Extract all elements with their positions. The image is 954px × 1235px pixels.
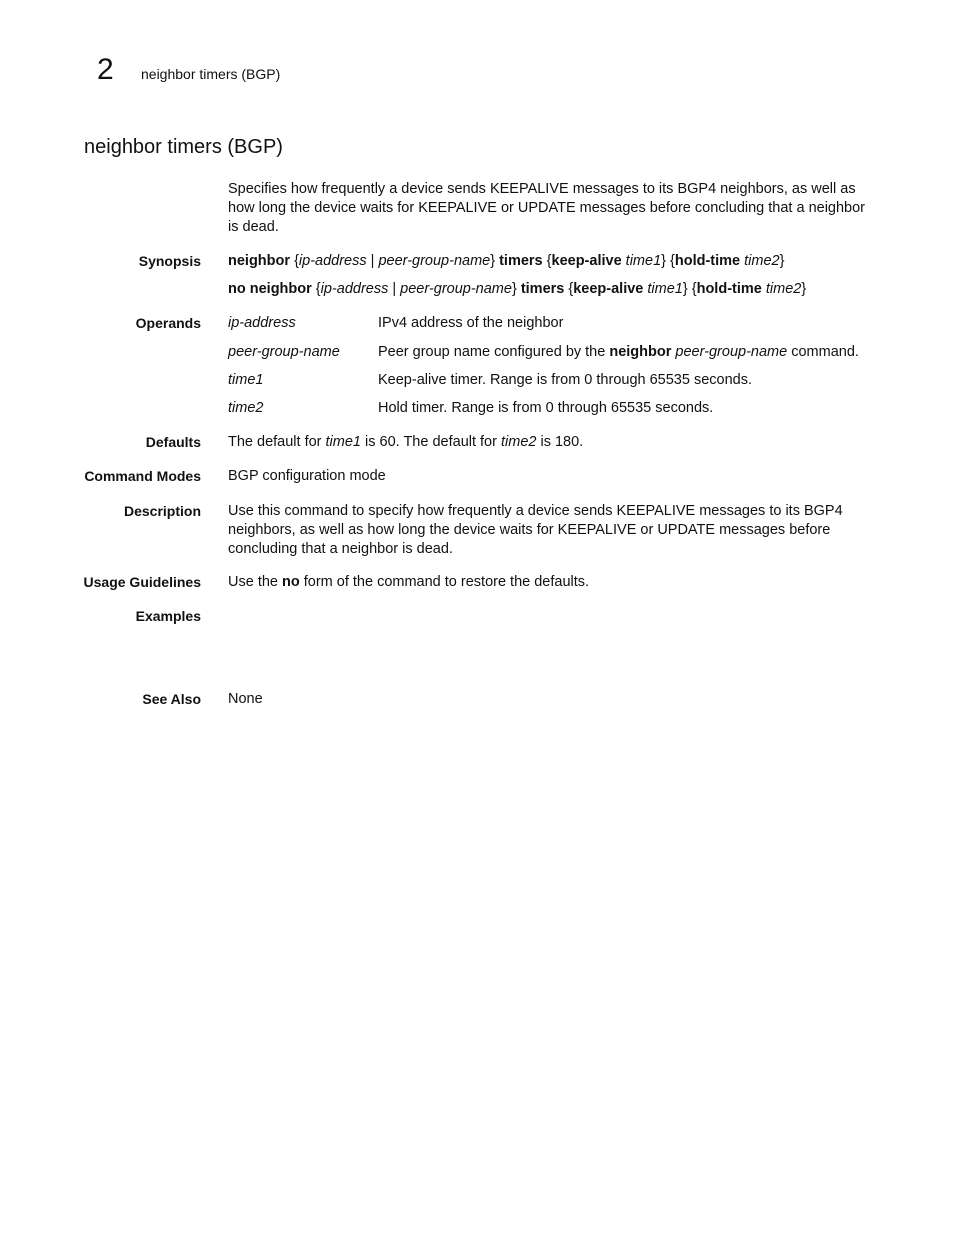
operand-desc: Keep-alive timer. Range is from 0 through 65535 seconds. <box>378 372 752 388</box>
pipe: | <box>388 281 401 297</box>
brace-open: { <box>546 253 552 269</box>
synopsis-line-1 <box>228 252 868 271</box>
operand-name: time2 <box>228 400 264 416</box>
kw-neighbor: neighbor <box>228 253 291 269</box>
usage-text-part: form of the command to restore the defaults. <box>299 574 590 590</box>
operand-desc-text: command. <box>787 344 859 360</box>
var-peer-group-name: peer-group-name <box>675 344 788 360</box>
usage-guidelines-text <box>228 573 868 592</box>
kw-no: no <box>282 574 300 590</box>
operand-desc: Hold timer. Range is from 0 through 65535 seconds. <box>378 400 714 416</box>
operand-desc-text: Peer group name configured by the <box>378 344 610 360</box>
brace-close: } <box>682 281 688 297</box>
command-modes-label: Command Modes <box>84 468 201 484</box>
brace-close: } <box>490 253 496 269</box>
operand-name: time1 <box>228 372 264 388</box>
pipe: | <box>366 253 379 269</box>
description-text: Use this command to specify how frequently a device sends KEEPALIVE messages to its BGP4 neighbors, as well as how long the device waits for KEEPALIVE or UPDATE messages before concluding that a neighbor is dead. <box>228 503 843 557</box>
usage-text-part: Use the <box>228 574 282 590</box>
brace-open: { <box>315 281 321 297</box>
var-time1: time1 <box>625 253 662 269</box>
defaults-text-part: The default for <box>228 434 326 450</box>
brace-open: { <box>294 253 299 269</box>
operands-label: Operands <box>135 315 201 331</box>
kw-timers: timers <box>520 281 565 297</box>
running-header: neighbor timers (BGP) <box>141 66 281 82</box>
brace-close: } <box>801 281 807 297</box>
chapter-number: 2 <box>97 53 114 86</box>
brace-open: { <box>568 281 574 297</box>
var-time2: time2 <box>765 281 802 297</box>
var-ip-address: ip-address <box>298 253 367 269</box>
var-peer-group-name: peer-group-name <box>400 281 512 297</box>
synopsis-content <box>228 252 868 299</box>
kw-keep-alive: keep-alive <box>573 281 644 297</box>
brace-close: } <box>511 281 517 297</box>
command-modes-text: BGP configuration mode <box>228 468 386 484</box>
defaults-text-part: is 60. The default for <box>361 434 501 450</box>
defaults-text-part: is 180. <box>536 434 584 450</box>
brace-open: { <box>691 281 697 297</box>
kw-keep-alive: keep-alive <box>551 253 622 269</box>
kw-no-neighbor: no neighbor <box>228 281 312 297</box>
examples-label: Examples <box>135 608 201 624</box>
var-time2: time2 <box>744 253 780 269</box>
operand-desc: IPv4 address of the neighbor <box>378 315 564 331</box>
var-time1: time1 <box>647 281 683 297</box>
var-ip-address: ip-address <box>320 281 389 297</box>
kw-timers: timers <box>499 253 543 269</box>
operand-desc <box>378 343 859 362</box>
see-also-text: None <box>228 691 263 707</box>
defaults-label: Defaults <box>145 434 201 450</box>
defaults-text <box>228 433 868 452</box>
operand-name: peer-group-name <box>228 344 340 360</box>
see-also-label: See Also <box>142 691 201 707</box>
synopsis-line-2 <box>228 280 868 299</box>
operand-name: ip-address <box>228 315 296 331</box>
brace-close: } <box>779 253 785 269</box>
kw-hold-time: hold-time <box>674 253 741 269</box>
var-time1: time1 <box>325 434 361 450</box>
brace-close: } <box>661 253 666 269</box>
usage-guidelines-label: Usage Guidelines <box>83 574 201 590</box>
var-peer-group-name: peer-group-name <box>378 253 491 269</box>
brace-open: { <box>670 253 675 269</box>
var-time2: time2 <box>500 434 537 450</box>
kw-neighbor: neighbor <box>609 344 672 360</box>
description-label: Description <box>123 503 201 519</box>
kw-hold-time: hold-time <box>696 281 762 297</box>
intro-paragraph: Specifies how frequently a device sends KEEPALIVE messages to its BGP4 neighbors, as well as how long the device waits for KEEPALIVE or UPDATE messages before concluding that a neighbor is dead. <box>228 181 866 235</box>
synopsis-label: Synopsis <box>138 253 201 269</box>
page-title: neighbor timers (BGP) <box>84 136 283 158</box>
